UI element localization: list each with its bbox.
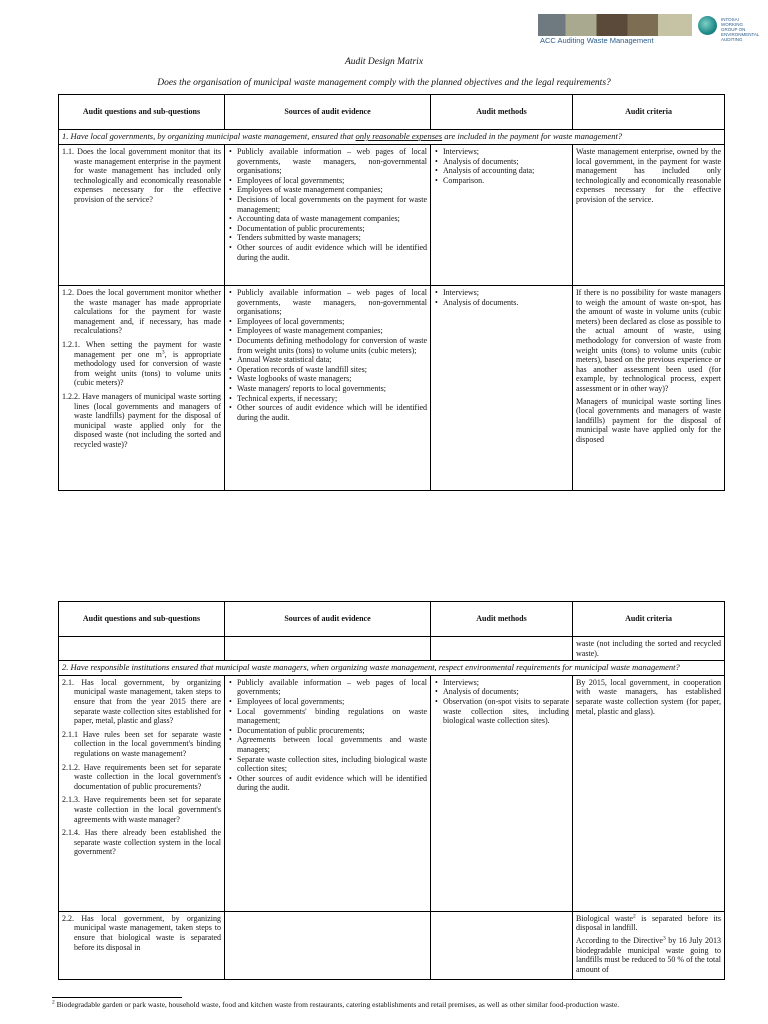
sources-cell — [225, 675, 431, 911]
section-1-heading — [59, 130, 725, 145]
methods-list — [434, 288, 569, 307]
question-2-2: 2.2. Has local government, by organizing municipal waste management, taken steps to ensure that biological waste is separated before its disposal in — [62, 913, 221, 952]
list-item: • Employees of waste management companies; — [237, 185, 427, 195]
list-item: • Publicly available information – web pages of local governments, waste managers, non-governmental organisations; — [237, 147, 427, 176]
list-item: • Analysis of documents. — [443, 298, 569, 308]
question-1-1: 1.1. Does the local government monitor that its waste management enterprise in the payment for waste management has included only technologically and economically reasonable expenses necessary for the effective provision of the service? — [62, 147, 221, 204]
footnote: $^2$ Biodegradable garden or park waste, household waste, food and kitchen waste from restaurants, catering establishments and retail premises, as well as other similar food-production waste. — [52, 999, 620, 1009]
sources-list — [228, 147, 427, 262]
sources-cell — [225, 911, 431, 979]
list-item: • Agreements between local governments and waste managers; — [237, 735, 427, 754]
section-row-1 — [59, 130, 725, 145]
list-item: • Technical experts, if necessary; — [237, 394, 427, 404]
audit-matrix-table-1 — [58, 94, 725, 491]
list-item: • Separate waste collection sites, including biological waste collection sites; — [237, 755, 427, 774]
col-header-questions: Audit questions and sub-questions — [59, 95, 225, 130]
empty-cell — [431, 637, 573, 661]
table-header-row — [59, 95, 725, 130]
section-row-2 — [59, 661, 725, 676]
audit-matrix-table-2 — [58, 601, 725, 980]
list-item: • Analysis of documents; — [443, 157, 569, 167]
list-item: • Other sources of audit evidence which will be identified during the audit. — [237, 403, 427, 422]
criteria-text: Managers of municipal waste sorting lines (local governments and managers of waste landfills) payment for the disposal of municipal waste have applied only for the disposed — [576, 396, 721, 444]
criteria-text: If there is no possibility for waste managers to weigh the amount of waste on-spot, has the amount of waste in volume units (cubic meters) been declared as close as possible to the actual amount of waste, using methodology for conversion of waste from weight units (tons) to volume units (cubic meters), based on the previous experience or has another assessment been used (for example, by technological process, expert assessment or in other way)? — [576, 288, 721, 393]
table-header-row — [59, 602, 725, 637]
list-item: • Employees of local governments; — [237, 176, 427, 186]
criteria-biological-waste: Biological waste$^2$ is separated before its disposal in landfill. — [576, 913, 721, 933]
methods-cell — [431, 145, 573, 286]
list-item: • Employees of waste management companies; — [237, 326, 427, 336]
empty-cell — [225, 637, 431, 661]
banner-text: ACC Auditing Waste Management — [540, 36, 654, 45]
question-1-2-1: 1.2.1. When setting the payment for waste management per one $m^3$, is appropriate methodology used for conversion of waste from weight units (tons) to volume units (cubic meters)? — [62, 339, 222, 388]
col-header-methods: Audit methods — [431, 602, 573, 637]
list-item: • Operation records of waste landfill sites; — [237, 365, 427, 375]
list-item: • Employees of local governments; — [237, 317, 427, 327]
question-1-2-2: 1.2.2. Have managers of municipal waste sorting lines (local governments and managers of waste landfills) payment for the disposal of municipal waste applied only for the disposed waste (not including the sorted and recycled waste)? — [62, 391, 221, 449]
methods-cell — [431, 911, 573, 979]
section-2-heading: 2. Have responsible institutions ensured that municipal waste managers, when organizing waste management, respect environmental requirements for municipal waste management? — [59, 661, 725, 676]
table-row — [59, 286, 725, 491]
question-2-1-4: 2.1.4. Has there already been established the separate waste collection system in the local government? — [62, 828, 221, 857]
section-1-text: 1. Have local governments, by organizing municipal waste management, ensured that — [62, 131, 356, 141]
criteria-cell — [573, 145, 725, 286]
list-item: • Documents defining methodology for conversion of waste from weight units (tons) to volume units (cubic meters); — [237, 336, 427, 355]
list-item: • Local governments' binding regulations on waste management; — [237, 707, 427, 726]
questions-cell — [59, 286, 225, 491]
methods-list — [434, 678, 569, 726]
col-header-sources: Sources of audit evidence — [225, 602, 431, 637]
list-item: • Accounting data of waste management companies; — [237, 214, 427, 224]
sources-cell — [225, 145, 431, 286]
criteria-continued: waste (not including the sorted and recycled waste). — [576, 639, 721, 658]
methods-cell — [431, 286, 573, 491]
list-item: • Decisions of local governments on the payment for waste management; — [237, 195, 427, 214]
questions-cell — [59, 145, 225, 286]
banner-photo-strip — [538, 14, 692, 36]
list-item: • Interviews; — [443, 288, 569, 298]
col-header-methods: Audit methods — [431, 95, 573, 130]
criteria-cell — [573, 637, 725, 661]
question-1-2: 1.2. Does the local government monitor whether the waste manager has made appropriate calculations for the payment for waste management and, if necessary, has made recalculations? — [62, 288, 221, 336]
methods-list — [434, 147, 569, 185]
col-header-questions: Audit questions and sub-questions — [59, 602, 225, 637]
criteria-text: Waste management enterprise, owned by the local government, in the payment for waste management has included only technologically and economically reasonable expenses necessary for the effective provision of the service. — [576, 147, 721, 204]
criteria-cell — [573, 911, 725, 979]
section-1-text-end: are included in the payment for waste management? — [442, 131, 623, 141]
question-2-1-2: 2.1.2. Have requirements been set for separate waste collection in the local government's documentation of public procurements? — [62, 762, 221, 791]
section-1-underlined: only reasonable expenses — [355, 131, 443, 141]
list-item: • Annual Waste statistical data; — [237, 355, 427, 365]
audit-question: Does the organisation of municipal waste management comply with the planned objectives and the legal requirements? — [157, 78, 611, 88]
list-item: • Comparison. — [443, 176, 569, 186]
sources-cell — [225, 286, 431, 491]
sources-list — [228, 678, 427, 793]
header-banner — [538, 12, 760, 45]
continuation-row — [59, 637, 725, 661]
table-row — [59, 911, 725, 979]
list-item: • Employees of local governments; — [237, 697, 427, 707]
criteria-cell — [573, 286, 725, 491]
col-header-sources: Sources of audit evidence — [225, 95, 431, 130]
question-2-1-3: 2.1.3. Have requirements been set for separate waste collection in the local government's agreements with waste manager? — [62, 795, 221, 824]
empty-cell — [59, 637, 225, 661]
col-header-criteria: Audit criteria — [573, 602, 725, 637]
list-item: • Tenders submitted by waste managers; — [237, 233, 427, 243]
sources-list — [228, 288, 427, 422]
list-item: • Documentation of public procurements; — [237, 726, 427, 736]
question-2-1: 2.1. Has local government, by organizing municipal waste management, taken steps to ensure that from the year 2015 there are separate waste collection sites established for paper, metal, plastic and glass? — [62, 677, 221, 726]
list-item: • Publicly available information – web pages of local governments; — [237, 678, 427, 697]
list-item: • Observation (on-spot visits to separate waste collection sites, including biological waste collection sites). — [443, 697, 569, 726]
questions-cell — [59, 675, 225, 911]
criteria-text: By 2015, local government, in cooperation with waste managers, has established separate waste collection system (for paper, metal, plastic and glass). — [576, 677, 721, 716]
list-item: • Interviews; — [443, 147, 569, 157]
list-item: • Interviews; — [443, 678, 569, 688]
footnote-divider — [52, 997, 182, 998]
question-2-1-1: 2.1.1 Have rules been set for separate waste collection in the local government's binding regulations on waste management? — [62, 729, 221, 758]
col-header-criteria: Audit criteria — [573, 95, 725, 130]
table-row — [59, 675, 725, 911]
criteria-cell — [573, 675, 725, 911]
list-item: • Waste managers' reports to local governments; — [237, 384, 427, 394]
methods-cell — [431, 675, 573, 911]
questions-cell — [59, 911, 225, 979]
list-item: • Analysis of documents; — [443, 687, 569, 697]
list-item: • Other sources of audit evidence which will be identified during the audit. — [237, 774, 427, 793]
list-item: • Other sources of audit evidence which will be identified during the audit. — [237, 243, 427, 262]
document-title: Audit Design Matrix — [344, 57, 424, 67]
logo-text: INTOSAI WORKING GROUP ON ENVIRONMENTAL AUDITING — [721, 17, 760, 42]
list-item: • Analysis of accounting data; — [443, 166, 569, 176]
criteria-directive: According to the Directive$^3$ by 16 July 2013 biodegradable municipal waste going to landfills must be reduced to 50 % of the total amount of — [576, 935, 721, 974]
list-item: • Publicly available information – web pages of local governments, waste managers, non-governmental organisations; — [237, 288, 427, 317]
table-row — [59, 145, 725, 286]
intosai-logo-icon — [698, 16, 717, 35]
list-item: • Documentation of public procurements; — [237, 224, 427, 234]
list-item: • Waste logbooks of waste managers; — [237, 374, 427, 384]
